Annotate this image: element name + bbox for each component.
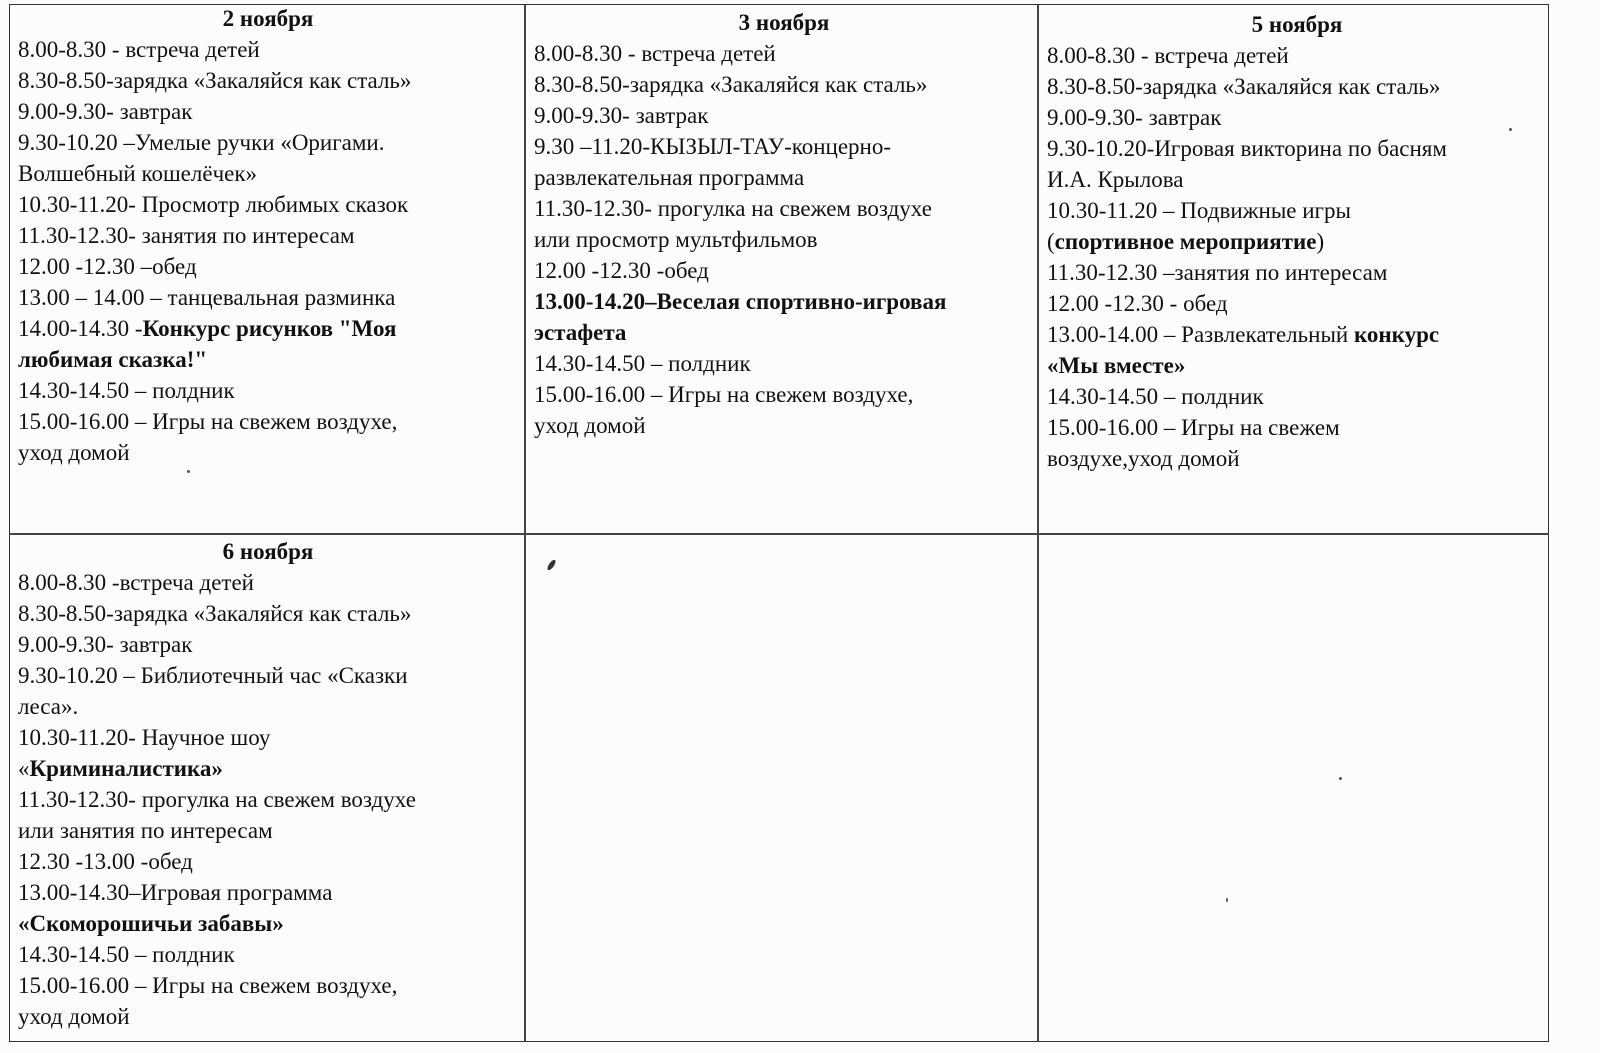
schedule-line: 12.30 -13.00 -обед [18, 849, 193, 874]
schedule-line: 15.00-16.00 – Игры на свежем [1047, 415, 1340, 440]
highlighted-event: Криминалистика» [29, 756, 223, 781]
schedule-line: 14.00-14.30 -Конкурс рисунков "Моя [18, 316, 397, 341]
row-divider [9, 533, 1549, 535]
scan-speck [1226, 898, 1228, 902]
schedule-line: уход домой [18, 1004, 130, 1029]
highlighted-event: «Скоморошичьи забавы» [18, 911, 284, 936]
schedule-line: И.А. Крылова [1047, 167, 1184, 192]
schedule-line [1047, 350, 1547, 381]
schedule-line [534, 317, 1034, 348]
schedule-line: или просмотр мультфильмов [534, 227, 818, 252]
schedule-line [18, 344, 518, 375]
schedule-line: 13.00-14.30–Игровая программа [18, 880, 333, 905]
highlighted-event: Конкурс рисунков "Моя [142, 316, 397, 341]
schedule-line: Волшебный кошелёчек» [18, 161, 258, 186]
day-title: 3 ноября [738, 10, 830, 35]
day-cell-nov-5 [1047, 11, 1547, 474]
schedule-line: 13.00 – 14.00 – танцевальная разминка [18, 285, 396, 310]
schedule-line: 15.00-16.00 – Игры на свежем воздухе, [18, 973, 398, 998]
scan-speck [187, 470, 190, 473]
schedule-line: 8.00-8.30 -встреча детей [18, 570, 254, 595]
schedule-line: уход домой [18, 440, 130, 465]
day-cell-nov-6 [18, 538, 518, 1032]
schedule-line: 10.30-11.20- Научное шоу [18, 725, 271, 750]
schedule-line: 10.30-11.20- Просмотр любимых сказок [18, 192, 409, 217]
schedule-line: 10.30-11.20 – Подвижные игры [1047, 198, 1351, 223]
day-cell-nov-3 [534, 9, 1034, 441]
schedule-line: 14.30-14.50 – полдник [18, 378, 235, 403]
schedule-line [18, 908, 518, 939]
schedule-line: 11.30-12.30- прогулка на свежем воздухе [18, 787, 416, 812]
scan-speck [1509, 128, 1512, 131]
schedule-line: леса». [18, 694, 79, 719]
schedule-lines [534, 38, 1034, 441]
schedule-line: 12.00 -12.30 -обед [534, 258, 709, 283]
schedule-line: 11.30-12.30 –занятия по интересам [1047, 260, 1388, 285]
schedule-line: 9.00-9.30- завтрак [18, 632, 193, 657]
schedule-line: развлекательная программа [534, 165, 805, 190]
day-title: 2 ноября [222, 6, 314, 31]
schedule-line: 8.00-8.30 - встреча детей [1047, 43, 1289, 68]
schedule-line: 8.00-8.30 - встреча детей [534, 41, 776, 66]
column-divider [1037, 4, 1039, 1042]
highlighted-event: «Мы вместе» [1047, 353, 1186, 378]
highlighted-event: 13.00-14.20–Веселая спортивно-игровая [534, 289, 947, 314]
schedule-line: 12.00 -12.30 –обед [18, 254, 197, 279]
schedule-line: 14.30-14.50 – полдник [18, 942, 235, 967]
day-title: 5 ноября [1251, 12, 1343, 37]
schedule-line: 9.00-9.30- завтрак [1047, 105, 1222, 130]
schedule-line: (спортивное мероприятие) [1047, 229, 1325, 254]
schedule-line: 9.00-9.30- завтрак [534, 103, 709, 128]
schedule-line: 14.30-14.50 – полдник [1047, 384, 1264, 409]
schedule-line: 8.30-8.50-зарядка «Закаляйся как сталь» [1047, 74, 1441, 99]
highlighted-event: эстафета [534, 320, 627, 345]
schedule-line [534, 286, 1034, 317]
schedule-line: 8.30-8.50-зарядка «Закаляйся как сталь» [534, 72, 928, 97]
schedule-line: 14.30-14.50 – полдник [534, 351, 751, 376]
day-title: 6 ноября [222, 539, 314, 564]
day-cell-nov-2 [18, 5, 518, 468]
schedule-line: 15.00-16.00 – Игры на свежем воздухе, [18, 409, 398, 434]
schedule-lines [1047, 40, 1547, 474]
highlighted-event: конкурс [1353, 322, 1440, 347]
highlighted-event: любимая сказка!" [18, 347, 208, 372]
schedule-line: 9.00-9.30- завтрак [18, 99, 193, 124]
schedule-line: 13.00-14.00 – Развлекательный конкурс [1047, 322, 1440, 347]
schedule-line: 15.00-16.00 – Игры на свежем воздухе, [534, 382, 914, 407]
schedule-line: уход домой [534, 413, 646, 438]
schedule-line: 11.30-12.30- прогулка на свежем воздухе [534, 196, 932, 221]
schedule-line: «Криминалистика» [18, 756, 223, 781]
schedule-line: 11.30-12.30- занятия по интересам [18, 223, 355, 248]
schedule-line: 9.30 –11.20-КЫЗЫЛ-ТАУ-концерно- [534, 134, 892, 159]
schedule-line: 8.30-8.50-зарядка «Закаляйся как сталь» [18, 68, 412, 93]
column-divider [524, 4, 526, 1042]
schedule-line: 9.30-10.20-Игровая викторина по басням [1047, 136, 1447, 161]
schedule-line: 8.00-8.30 - встреча детей [18, 37, 260, 62]
schedule-line: или занятия по интересам [18, 818, 273, 843]
schedule-line: 9.30-10.20 –Умелые ручки «Оригами. [18, 130, 385, 155]
scan-speck [1339, 777, 1342, 780]
schedule-lines [18, 34, 518, 468]
schedule-line: 8.30-8.50-зарядка «Закаляйся как сталь» [18, 601, 412, 626]
schedule-line: 12.00 -12.30 - обед [1047, 291, 1228, 316]
schedule-lines [18, 567, 518, 1032]
schedule-line: воздухе,уход домой [1047, 446, 1240, 471]
schedule-line: 9.30-10.20 – Библиотечный час «Сказки [18, 663, 408, 688]
highlighted-event: спортивное мероприятие [1054, 229, 1317, 254]
